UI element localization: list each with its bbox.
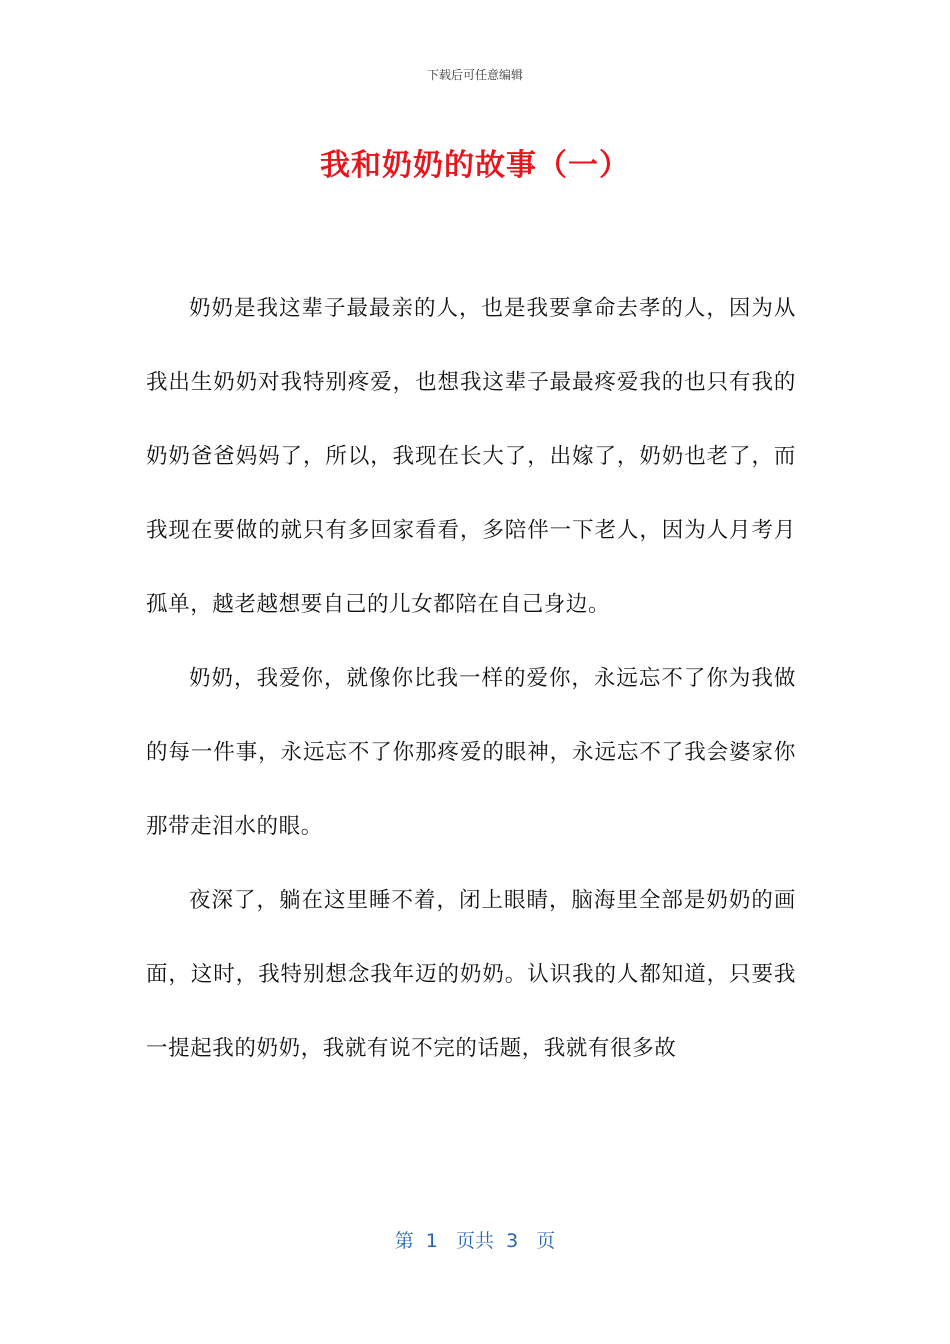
paragraph-1: 奶奶是我这辈子最最亲的人，也是我要拿命去孝的人，因为从我出生奶奶对我特别疼爱，也想我这辈子最最疼爱我的也只有我的奶奶爸爸妈妈了，所以，我现在长大了，出嫁了，奶奶也老了，而我现在要做的就只有多回家看看，多陪伴一下老人，因为人月考月孤单，越老越想要自己的儿女都陪在自己身边。 <box>146 296 796 617</box>
page-number-footer: 第 1 页共 3 页 <box>394 1230 556 1252</box>
paragraph-2: 奶奶，我爱你，就像你比我一样的爱你，永远忘不了你为我做的每一件事，永远忘不了你那疼爱的眼神，永远忘不了我会婆家你那带走泪水的眼。 <box>146 666 796 839</box>
paragraph-3: 夜深了，躺在这里睡不着，闭上眼睛，脑海里全部是奶奶的画面，这时，我特别想念我年迈的奶奶。认识我的人都知道，只要我一提起我的奶奶，我就有说不完的话题，我就有很多故 <box>146 888 796 1061</box>
document-body <box>146 272 796 1086</box>
header-note: 下载后可任意编辑 <box>426 68 523 82</box>
document-title: 我和奶奶的故事（一） <box>320 148 630 183</box>
